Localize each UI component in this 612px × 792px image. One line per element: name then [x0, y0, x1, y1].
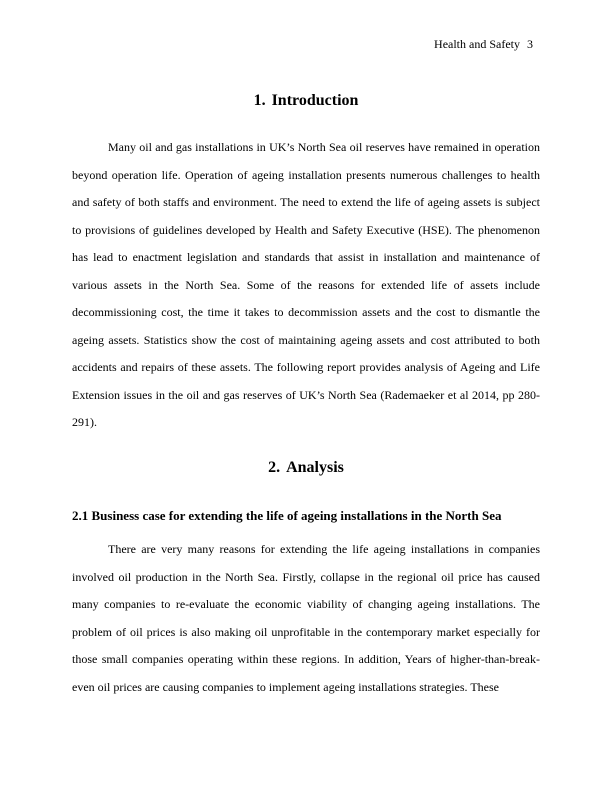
- heading-title: Introduction: [271, 92, 359, 109]
- running-header: [434, 36, 533, 52]
- heading-title: Analysis: [286, 459, 344, 476]
- heading-introduction: [72, 91, 540, 111]
- heading-number: 1.: [253, 92, 266, 109]
- heading-number: 2.: [268, 459, 281, 476]
- heading-analysis: [72, 458, 540, 478]
- running-title: Health and Safety: [434, 37, 520, 51]
- subheading-business-case: 2.1 Business case for extending the life of ageing installations in the North Sea: [72, 508, 502, 523]
- business-case-paragraph: There are very many reasons for extending the life ageing installations in companies involved oil production in the North Sea. Firstly, collapse in the regional oil price has caused many companies to re-evaluate the economic viability of changing ageing installations. The problem of oil prices is also making oil unprofitable in the contemporary market especially for those small companies operating within these regions. In addition, Years of higher-than-break-even oil prices are causing companies to implement ageing installations strategies. These: [72, 542, 540, 694]
- introduction-paragraph: Many oil and gas installations in UK’s North Sea oil reserves have remained in operation beyond operation life. Operation of ageing installation presents numerous challenges to health and safety of both staffs and environment. The need to extend the life of ageing assets is subject to provisions of guidelines developed by Health and Safety Executive (HSE). The phenomenon has lead to enactment legislation and standards that assist in installation and maintenance of various assets in the North Sea. Some of the reasons for extended life of assets include decommissioning cost, the time it takes to decommission assets and the cost to dismantle the ageing assets. Statistics show the cost of maintaining ageing assets and cost attributed to both accidents and repairs of these assets. The following report provides analysis of Ageing and Life Extension issues in the oil and gas reserves of UK’s North Sea (Rademaeker et al 2014, pp 280-291).: [72, 140, 540, 429]
- page-number: 3: [527, 37, 533, 51]
